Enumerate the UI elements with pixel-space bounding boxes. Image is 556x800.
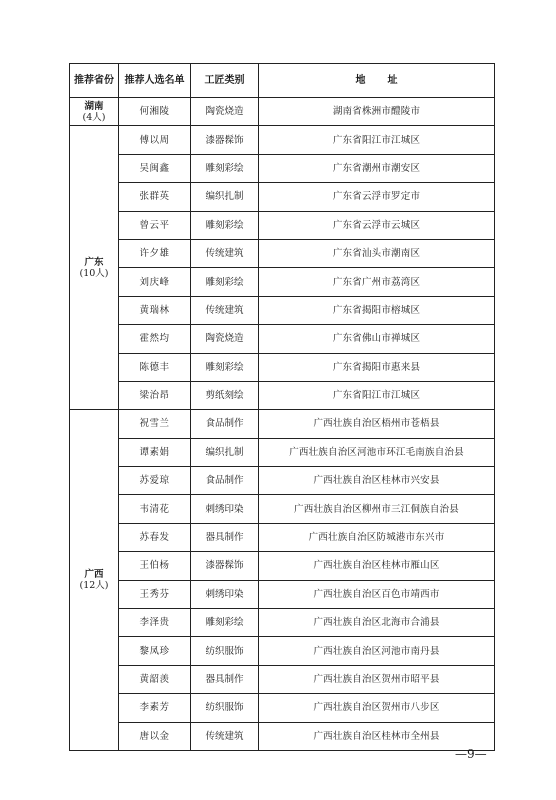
table-row [70,523,495,551]
address: 广东省揭阳市榕城区 [259,296,495,324]
candidate-name: 韦清花 [119,495,191,523]
candidate-name: 黄韶羡 [119,665,191,693]
candidate-name: 曾云平 [119,211,191,239]
table-row [70,296,495,324]
province-name: 广西 [84,569,104,581]
table-row [70,694,495,722]
candidate-name: 谭素娟 [119,438,191,466]
address: 广西壮族自治区河池市环江毛南族自治县 [259,438,495,466]
header-craft: 工匠类别 [191,64,259,98]
craft-category: 传统建筑 [191,296,259,324]
header-name: 推荐人选名单 [119,64,191,98]
address: 广西壮族自治区百色市靖西市 [259,580,495,608]
craft-category: 雕刻彩绘 [191,211,259,239]
table-row [70,183,495,211]
craft-category: 雕刻彩绘 [191,268,259,296]
table-row [70,98,495,126]
address: 广东省揭阳市惠来县 [259,353,495,381]
address: 广西壮族自治区贺州市昭平县 [259,665,495,693]
table-row [70,353,495,381]
table-row [70,552,495,580]
table-row [70,211,495,239]
craft-category: 剪纸刻绘 [191,381,259,409]
candidate-name: 陈德丰 [119,353,191,381]
address: 广东省阳江市江城区 [259,381,495,409]
candidate-name: 黄瑞林 [119,296,191,324]
candidate-name: 刘庆峰 [119,268,191,296]
craft-category: 传统建筑 [191,722,259,750]
header-province: 推荐省份 [70,64,119,98]
candidate-name: 黎凤珍 [119,637,191,665]
address: 广东省佛山市禅城区 [259,325,495,353]
candidate-name: 许夕雄 [119,239,191,267]
table-row [70,637,495,665]
craft-category: 漆器髹饰 [191,126,259,154]
candidate-name: 霍然均 [119,325,191,353]
craft-category: 刺绣印染 [191,580,259,608]
craft-category: 漆器髹饰 [191,552,259,580]
address: 广西壮族自治区梧州市苍梧县 [259,410,495,438]
craft-category: 纺织服饰 [191,637,259,665]
address: 湖南省株洲市醴陵市 [259,98,495,126]
candidate-name: 李素芳 [119,694,191,722]
table-row [70,239,495,267]
craft-category: 器具制作 [191,665,259,693]
province-cell [70,98,119,126]
table-row [70,410,495,438]
recommendation-table [69,63,495,751]
craft-category: 刺绣印染 [191,495,259,523]
address: 广东省云浮市罗定市 [259,183,495,211]
candidate-name: 吴闽鑫 [119,154,191,182]
craft-category: 纺织服饰 [191,694,259,722]
craft-category: 雕刻彩绘 [191,353,259,381]
province-name: 广东 [84,256,104,268]
province-cell [70,126,119,410]
address: 广东省云浮市云城区 [259,211,495,239]
province-count: (10人) [79,267,109,279]
table-row [70,665,495,693]
table-row [70,722,495,750]
table-row [70,325,495,353]
province-count: (4人) [82,111,106,123]
table-row [70,580,495,608]
address: 广西壮族自治区柳州市三江侗族自治县 [259,495,495,523]
table-row [70,126,495,154]
candidate-name: 李泽贵 [119,609,191,637]
address: 广西壮族自治区北海市合浦县 [259,609,495,637]
candidate-name: 祝雪兰 [119,410,191,438]
table-header-row [70,64,495,98]
address: 广西壮族自治区河池市南丹县 [259,637,495,665]
craft-category: 陶瓷烧造 [191,325,259,353]
craft-category: 陶瓷烧造 [191,98,259,126]
address: 广东省广州市荔湾区 [259,268,495,296]
province-name: 湖南 [84,100,104,112]
candidate-name: 傅以周 [119,126,191,154]
craft-category: 编织扎制 [191,183,259,211]
page-number: —9— [455,747,487,761]
table-row [70,609,495,637]
address: 广西壮族自治区桂林市全州县 [259,722,495,750]
candidate-name: 张群英 [119,183,191,211]
address: 广西壮族自治区桂林市雁山区 [259,552,495,580]
address: 广西壮族自治区贺州市八步区 [259,694,495,722]
candidate-name: 苏春发 [119,523,191,551]
province-count: (12人) [79,580,109,592]
candidate-name: 梁治昂 [119,381,191,409]
table-row [70,495,495,523]
table-row [70,467,495,495]
craft-category: 器具制作 [191,523,259,551]
candidate-name: 苏爱琼 [119,467,191,495]
province-cell [70,410,119,751]
craft-category: 编织扎制 [191,438,259,466]
table-row [70,268,495,296]
table-body [70,98,495,751]
address: 广东省汕头市潮南区 [259,239,495,267]
craft-category: 雕刻彩绘 [191,154,259,182]
craft-category: 传统建筑 [191,239,259,267]
candidate-name: 王伯杨 [119,552,191,580]
craft-category: 雕刻彩绘 [191,609,259,637]
address: 广西壮族自治区防城港市东兴市 [259,523,495,551]
table-row [70,154,495,182]
table-row [70,381,495,409]
address: 广西壮族自治区桂林市兴安县 [259,467,495,495]
candidate-name: 王秀芬 [119,580,191,608]
candidate-name: 唐以金 [119,722,191,750]
craft-category: 食品制作 [191,467,259,495]
address: 广东省阳江市江城区 [259,126,495,154]
candidate-name: 何湘陵 [119,98,191,126]
craft-category: 食品制作 [191,410,259,438]
header-address: 地址 [259,64,495,98]
table-row [70,438,495,466]
address: 广东省潮州市潮安区 [259,154,495,182]
